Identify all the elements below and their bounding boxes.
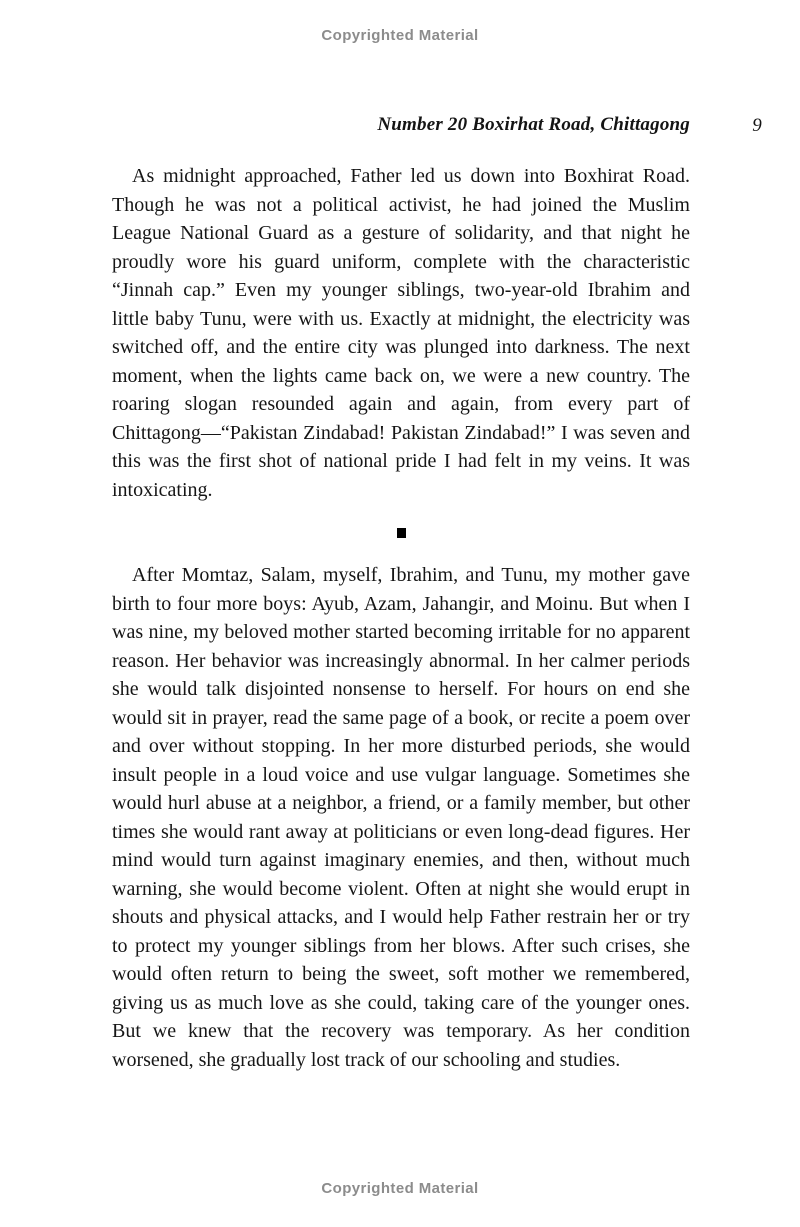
section-break-square-icon [397, 528, 406, 538]
copyright-watermark-bottom: Copyrighted Material [321, 1180, 479, 1197]
running-header-title: Number 20 Boxirhat Road, Chittagong [377, 114, 690, 135]
section-break [112, 504, 690, 561]
page-number: 9 [752, 115, 762, 136]
page-body-text [112, 162, 690, 1074]
copyright-watermark-top: Copyrighted Material [321, 27, 479, 44]
paragraph-mother-illness: After Momtaz, Salam, myself, Ibrahim, and Tunu, my mother gave birth to four more boys: Ayub, Azam, Jahangir, and Moinu. But when I was nine, my beloved mother started becoming irritable for no apparent reason. Her behavior was increasingly abnormal. In her calmer periods she would talk disjointed nonsense to herself. For hours on end she would sit in prayer, read the same page of a book, or recite a poem over and over without stopping. In her more disturbed periods, she would insult people in a loud voice and use vulgar language. Sometimes she would hurl abuse at a neighbor, a friend, or a family member, but other times she would rant away at politicians or even long-dead figures. Her mind would turn against imaginary enemies, and then, without much warning, she would become violent. Often at night she would erupt in shouts and physical attacks, and I would help Father restrain her or try to protect my younger siblings from her blows. After such crises, she would often return to being the sweet, soft mother we remembered, giving us as much love as she could, taking care of the younger ones. But we knew that the recovery was temporary. As her condition worsened, she gradually lost track of our schooling and studies. [112, 564, 690, 1071]
paragraph-independence-night: As midnight approached, Father led us down into Boxhirat Road. Though he was not a political activist, he had joined the Muslim League National Guard as a gesture of solidarity, and that night he proudly wore his guard uniform, complete with the characteristic “Jinnah cap.” Even my younger siblings, two-year-old Ibrahim and little baby Tunu, were with us. Exactly at midnight, the electricity was switched off, and the entire city was plunged into darkness. The next moment, when the lights came back on, we were a new country. The roaring slogan resounded again and again, from every part of Chittagong—“Pakistan Zindabad! Pakistan Zindabad!” I was seven and this was the first shot of national pride I had felt in my veins. It was intoxicating. [112, 165, 690, 501]
